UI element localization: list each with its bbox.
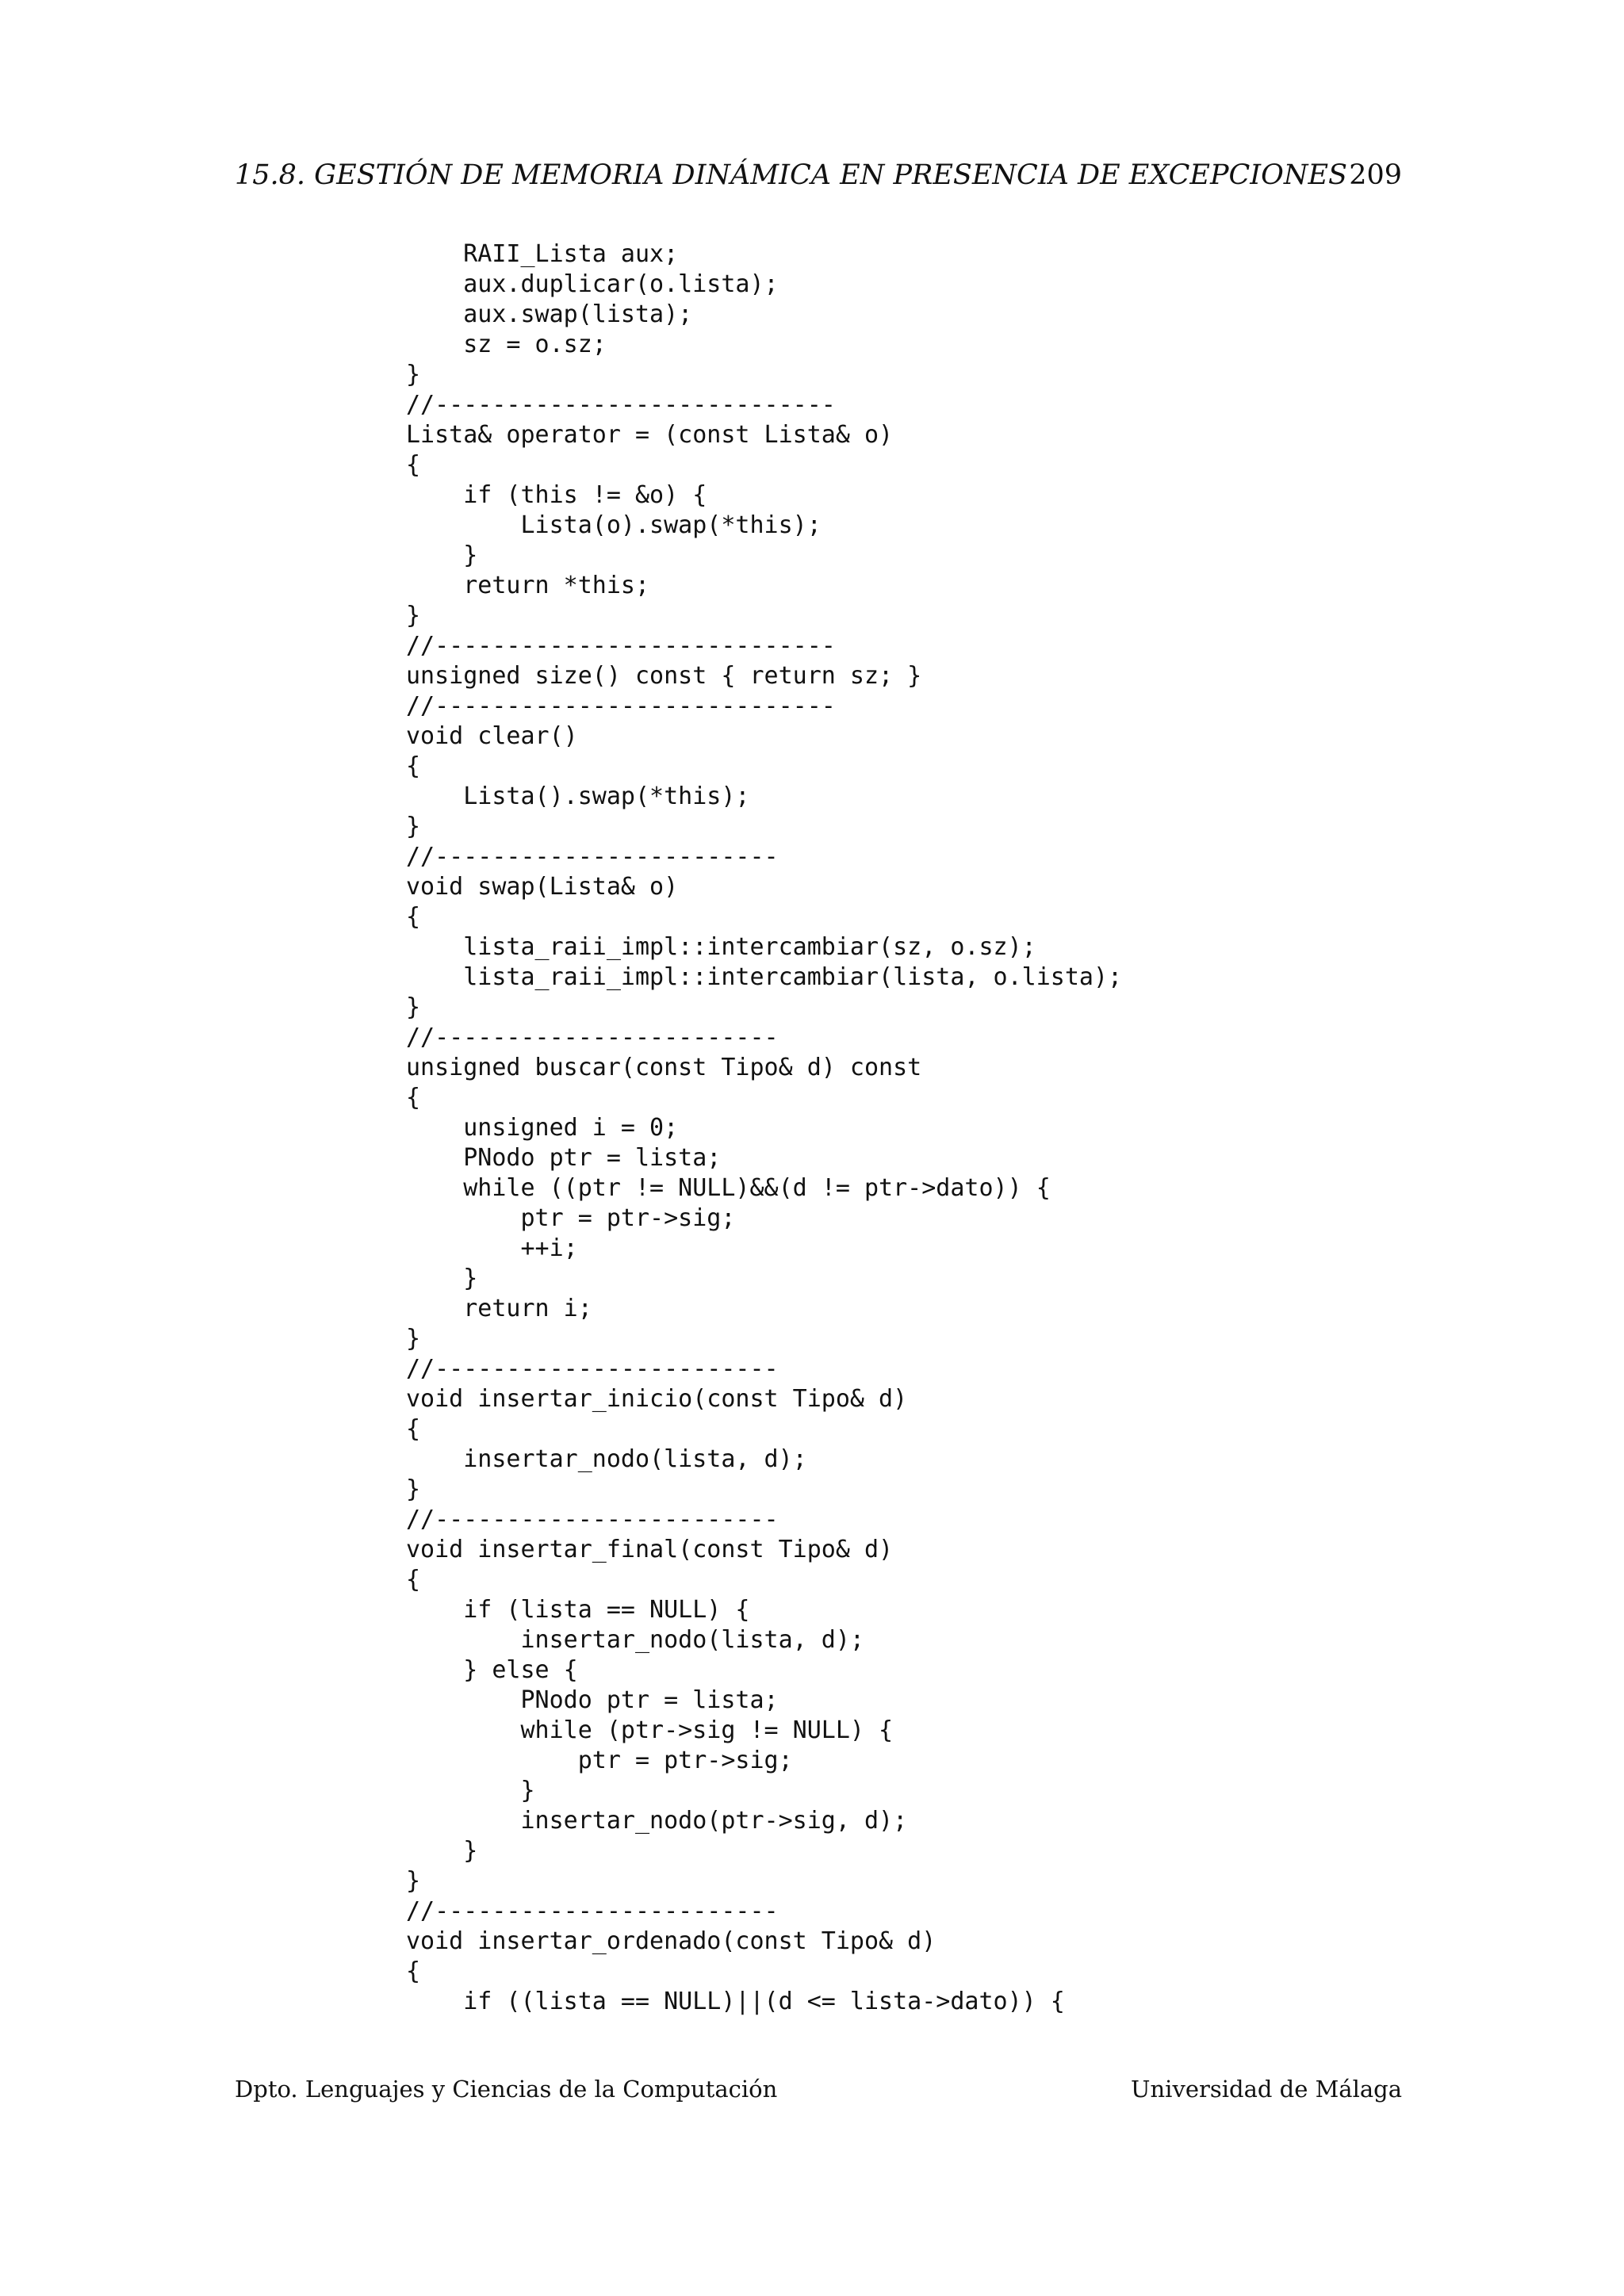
code-line: if ((lista == NULL)||(d <= lista->dato)) { [406,1988,1065,2015]
code-line: { [406,451,421,479]
code-line: Lista(o).swap(*this); [406,511,822,539]
code-line: void insertar_final(const Tipo& d) [406,1536,894,1563]
code-line: //------------------------ [406,1355,779,1383]
page-number: 209 [1349,159,1402,191]
code-line: } [406,1837,478,1865]
footer-university: Universidad de Málaga [1131,2076,1402,2103]
code-line: insertar_nodo(ptr->sig, d); [406,1807,908,1835]
code-line: insertar_nodo(lista, d); [406,1626,864,1654]
code-line: void insertar_ordenado(const Tipo& d) [406,1927,936,1955]
code-line: return *this; [406,572,650,599]
code-line: } [406,361,421,388]
code-line: //---------------------------- [406,391,836,419]
code-line: ptr = ptr->sig; [406,1747,793,1774]
code-line: } [406,1325,421,1353]
code-line: { [406,903,421,931]
code-line: //---------------------------- [406,692,836,720]
code-line: //------------------------ [406,1506,779,1533]
code-line: } [406,993,421,1021]
code-line: } [406,602,421,629]
code-line: Lista& operator = (const Lista& o) [406,421,894,449]
code-line: void insertar_inicio(const Tipo& d) [406,1385,908,1413]
code-line: //------------------------ [406,843,779,871]
code-line: { [406,1084,421,1112]
code-line: unsigned size() const { return sz; } [406,662,922,690]
code-line: } [406,813,421,840]
code-line: lista_raii_impl::intercambiar(lista, o.lista); [406,963,1123,991]
code-line: //------------------------ [406,1024,779,1051]
code-line: return i; [406,1295,592,1322]
code-line: } [406,1867,421,1895]
code-line: { [406,1415,421,1443]
page-header [235,154,1402,197]
code-line: } else { [406,1656,578,1684]
code-line: RAII_Lista aux; [406,240,679,268]
code-line: ptr = ptr->sig; [406,1204,736,1232]
code-line: } [406,541,478,569]
running-head: 15.8. GESTIÓN DE MEMORIA DINÁMICA EN PRESENCIA DE EXCEPCIONES [235,159,1347,191]
code-line: } [406,1265,478,1292]
code-line: unsigned buscar(const Tipo& d) const [406,1054,922,1081]
page-footer [235,2071,1402,2107]
code-listing [406,239,1122,2017]
code-line: { [406,1566,421,1594]
code-line: if (lista == NULL) { [406,1596,750,1624]
code-line: Lista().swap(*this); [406,783,750,810]
code-line: PNodo ptr = lista; [406,1686,779,1714]
code-line: if (this != &o) { [406,481,707,509]
code-line: while (ptr->sig != NULL) { [406,1716,894,1744]
code-line: insertar_nodo(lista, d); [406,1445,807,1473]
code-line: PNodo ptr = lista; [406,1144,722,1172]
footer-department: Dpto. Lenguajes y Ciencias de la Computación [235,2076,778,2103]
code-line: sz = o.sz; [406,331,607,358]
code-line: void swap(Lista& o) [406,873,679,901]
code-line: { [406,1957,421,1985]
code-line: while ((ptr != NULL)&&(d != ptr->dato)) { [406,1174,1051,1202]
code-line: } [406,1475,421,1503]
code-line: aux.swap(lista); [406,300,693,328]
code-line: void clear() [406,722,578,750]
code-line: lista_raii_impl::intercambiar(sz, o.sz); [406,933,1036,961]
code-line: //------------------------ [406,1897,779,1925]
code-line: aux.duplicar(o.lista); [406,270,779,298]
code-line: { [406,752,421,780]
code-line: //---------------------------- [406,632,836,660]
code-line: unsigned i = 0; [406,1114,679,1142]
code-line: ++i; [406,1234,578,1262]
code-line: } [406,1777,535,1804]
